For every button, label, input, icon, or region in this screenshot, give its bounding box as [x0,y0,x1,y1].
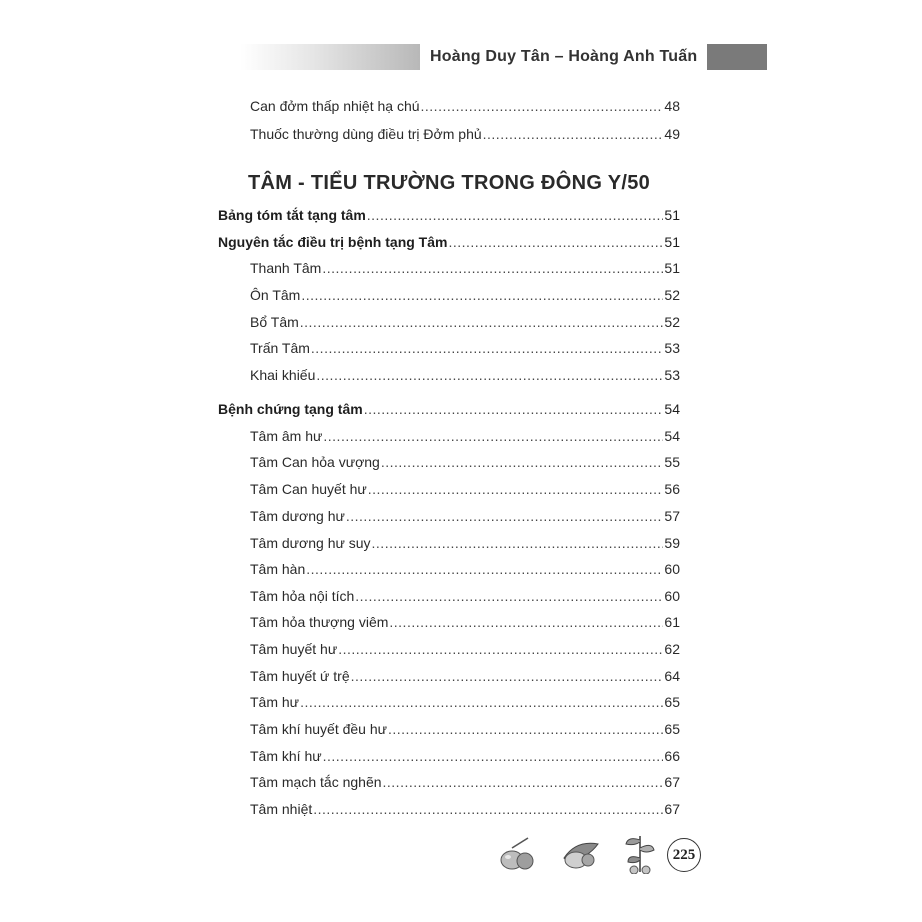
toc-entry [250,259,680,277]
toc-entry-label: Thanh Tâm [250,260,322,276]
toc-entry [250,97,680,115]
fruit-basket-icon [498,836,538,872]
toc-entry-label: Tâm hàn [250,561,306,577]
toc-entry [250,613,680,631]
footer-decorations [496,830,696,874]
toc-entry [250,313,680,331]
toc-entry [250,507,680,525]
toc-entry-label: Khai khiếu [250,367,316,383]
toc-entry [250,339,680,357]
dot-leader [372,534,664,552]
toc-entry-label: Tâm nhiệt [250,801,313,817]
leaf-fruit-icon [560,836,602,870]
dot-leader [368,480,664,498]
toc-entry-page: 49 [664,126,680,142]
toc-entry [250,773,680,791]
toc-entry-label: Bệnh chứng tạng tâm [218,401,363,417]
toc-entry-label: Bảng tóm tắt tạng tâm [218,207,366,223]
dot-leader [323,427,663,445]
dot-leader [338,640,663,658]
toc-entry-label: Tâm Can huyết hư [250,481,367,497]
dot-leader [389,613,663,631]
dot-leader [322,259,663,277]
section-title: TÂM - TIỂU TRƯỜNG TRONG ĐÔNG Y/50 [247,172,651,194]
toc-entry-page: 67 [664,801,680,817]
herb-plant-icon [620,830,660,874]
toc-entry-label: Tâm âm hư [250,428,323,444]
dot-leader [351,667,664,685]
dot-leader [346,507,664,525]
toc-entry-page: 55 [664,454,680,470]
dot-leader [421,97,664,115]
toc-entry [250,534,680,552]
toc-entry-page: 54 [664,401,680,417]
toc-entry-page: 61 [664,614,680,630]
toc-entry-label: Tâm dương hư suy [250,535,371,551]
dot-leader [381,453,664,471]
toc-entry-page: 65 [664,721,680,737]
header-dark-band [707,44,767,70]
dot-leader [355,587,663,605]
toc-entry-page: 57 [664,508,680,524]
toc-entry-page: 56 [664,481,680,497]
toc-entry [250,693,680,711]
toc-entry-label: Tâm dương hư [250,508,345,524]
dot-leader [300,693,663,711]
toc-entry-page: 60 [664,561,680,577]
toc-entry-page: 52 [664,287,680,303]
toc-entry [250,720,680,738]
toc-entry-page: 60 [664,588,680,604]
running-header [240,44,767,70]
toc-entry-label: Tâm Can hỏa vượng [250,454,380,470]
dot-leader [301,286,663,304]
dot-leader [323,747,664,765]
toc-entry-label: Nguyên tắc điều trị bệnh tạng Tâm [218,234,448,250]
dot-leader [306,560,663,578]
dot-leader [300,313,664,331]
dot-leader [311,339,664,357]
dot-leader [483,125,664,143]
dot-leader [367,206,664,224]
toc-entry [250,427,680,445]
toc-heading [218,233,680,251]
toc-entry [250,640,680,658]
toc-entry [250,125,680,143]
toc-entry-page: 66 [664,748,680,764]
toc-entry-label: Tâm huyết hư [250,641,338,657]
toc-entry [250,366,680,384]
dot-leader [316,366,663,384]
toc-entry-page: 51 [664,260,680,276]
toc-entry-label: Can đởm thấp nhiệt hạ chú [250,98,420,114]
toc-heading [218,400,680,418]
toc-entry [250,480,680,498]
dot-leader [383,773,664,791]
toc-entry-page: 51 [664,234,680,250]
toc-entry-label: Ôn Tâm [250,287,301,303]
dot-leader [388,720,663,738]
toc-entry-label: Tâm hỏa thượng viêm [250,614,389,630]
toc-entry-label: Trấn Tâm [250,340,310,356]
toc-entry-page: 53 [664,340,680,356]
toc-entry-label: Tâm hỏa nội tích [250,588,355,604]
toc-entry [250,667,680,685]
toc-entry [250,747,680,765]
toc-entry-label: Tâm mạch tắc nghẽn [250,774,382,790]
toc-entry-page: 54 [664,428,680,444]
toc-entry-label: Tâm khí hư [250,748,322,764]
toc-entry [250,453,680,471]
toc-entry-page: 53 [664,367,680,383]
dot-leader [448,233,663,251]
toc-entry-page: 62 [664,641,680,657]
toc-entry-page: 59 [664,535,680,551]
toc-entry-label: Bổ Tâm [250,314,299,330]
dot-leader [364,400,664,418]
toc-entry [250,560,680,578]
toc-entry-label: Tâm khí huyết đều hư [250,721,387,737]
toc-entry-label: Tâm huyết ứ trệ [250,668,350,684]
toc-entry [250,800,680,818]
toc-entry-label: Thuốc thường dùng điều trị Đởm phủ [250,126,482,142]
header-authors: Hoàng Duy Tân – Hoàng Anh Tuấn [420,44,707,70]
header-gradient [240,44,420,70]
toc-entry-page: 64 [664,668,680,684]
toc-entry-page: 51 [664,207,680,223]
toc-entry [250,286,680,304]
page-number: 225 [667,838,701,872]
toc-entry [250,587,680,605]
toc-entry-label: Tâm hư [250,694,300,710]
dot-leader [313,800,663,818]
toc-entry-page: 48 [664,98,680,114]
toc-entry-page: 65 [664,694,680,710]
toc-heading [218,206,680,224]
toc-entry-page: 67 [664,774,680,790]
toc-entry-page: 52 [664,314,680,330]
